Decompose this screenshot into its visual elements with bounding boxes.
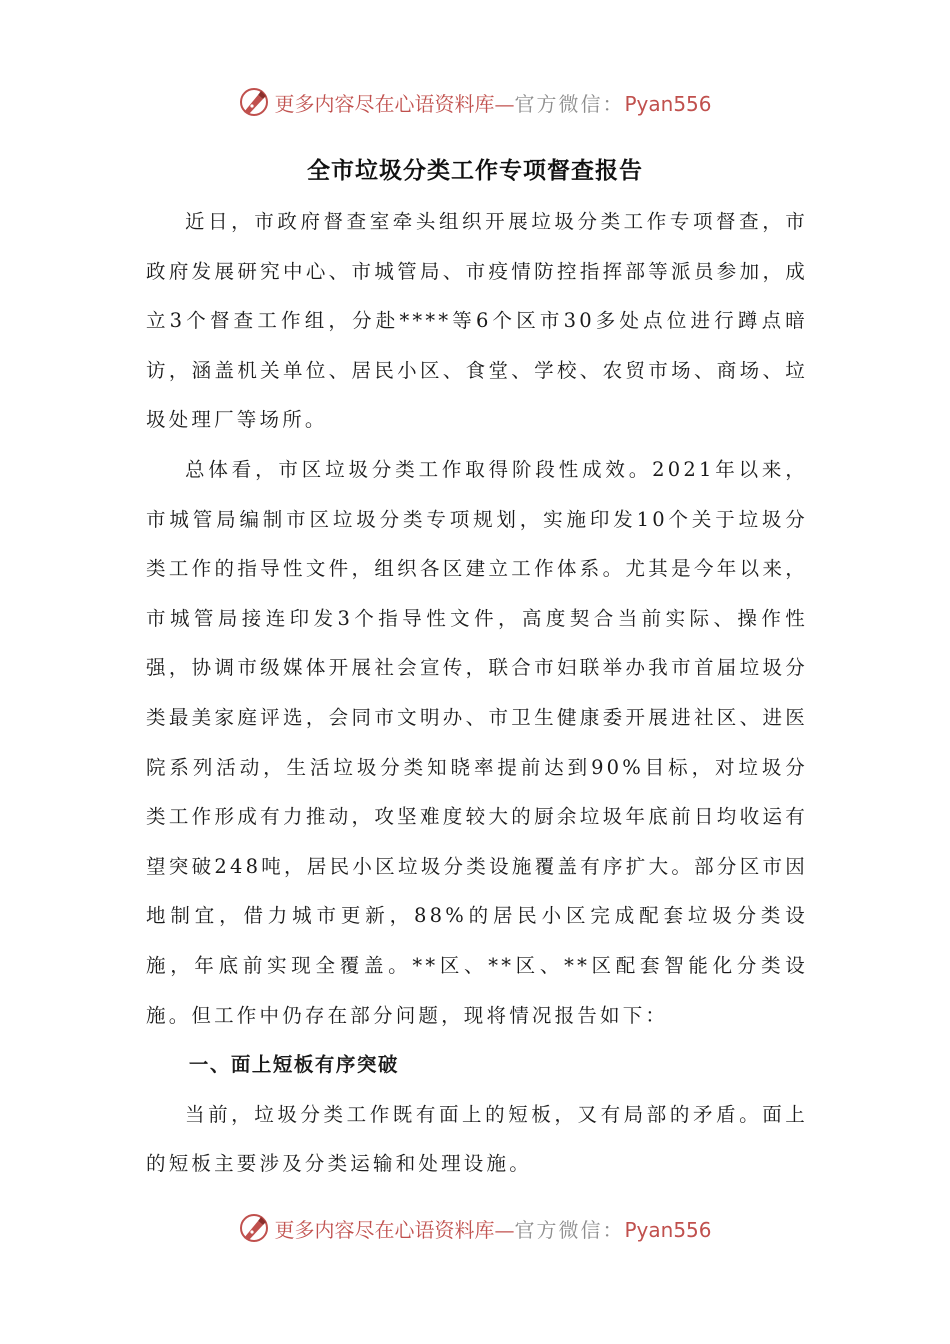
banner-wechat-id: Pyan556 — [624, 91, 712, 116]
banner-official-label: 官方微信： — [514, 91, 625, 116]
banner-text — [274, 1214, 711, 1243]
banner-separator: — — [494, 91, 515, 116]
document-body — [146, 197, 808, 1189]
footer-banner — [0, 1208, 950, 1248]
header-banner — [0, 82, 950, 122]
banner-main-text: 更多内容尽在心语资料库 — [274, 91, 495, 116]
body-paragraph: 总体看，市区垃圾分类工作取得阶段性成效。2021年以来，市城管局编制市区垃圾分类专项规划，实施印发10个关于垃圾分类工作的指导性文件，组织各区建立工作体系。尤其是今年以来，市城管局接连印发3个指导性文件，高度契合当前实际、操作性强，协调市级媒体开展社会宣传，联合市妇联举办我市首届垃圾分类最美家庭评选，会同市文明办、市卫生健康委开展进社区、进医院系列活动，生活垃圾分类知晓率提前达到90%目标，对垃圾分类工作形成有力推动，攻坚难度较大的厨余垃圾年底前日均收运有望突破248吨，居民小区垃圾分类设施覆盖有序扩大。部分区市因地制宜，借力城市更新，88%的居民小区完成配套垃圾分类设施，年底前实现全覆盖。**区、**区、**区配套智能化分类设施。但工作中仍存在部分问题，现将情况报告如下： — [146, 457, 808, 1027]
pen-nib-icon — [238, 86, 270, 118]
banner-official-label: 官方微信： — [514, 1217, 625, 1242]
banner-wechat-id: Pyan556 — [624, 1217, 712, 1242]
pen-nib-icon — [238, 1212, 270, 1244]
body-paragraph: 近日，市政府督查室牵头组织开展垃圾分类工作专项督查，市政府发展研究中心、市城管局、市疫情防控指挥部等派员参加，成立3个督查工作组，分赴****等6个区市30多处点位进行蹲点暗访，涵盖机关单位、居民小区、食堂、学校、农贸市场、商场、垃圾处理厂等场所。 — [146, 210, 808, 432]
banner-main-text: 更多内容尽在心语资料库 — [274, 1217, 495, 1242]
document-title: 全市垃圾分类工作专项督查报告 — [307, 158, 643, 184]
banner-separator: — — [494, 1217, 515, 1242]
banner-text — [274, 88, 711, 117]
section-paragraph: 当前，垃圾分类工作既有面上的短板，又有局部的矛盾。面上的短板主要涉及分类运输和处理设施。 — [146, 1102, 808, 1176]
section-heading: 一、面上短板有序突破 — [188, 1053, 399, 1077]
